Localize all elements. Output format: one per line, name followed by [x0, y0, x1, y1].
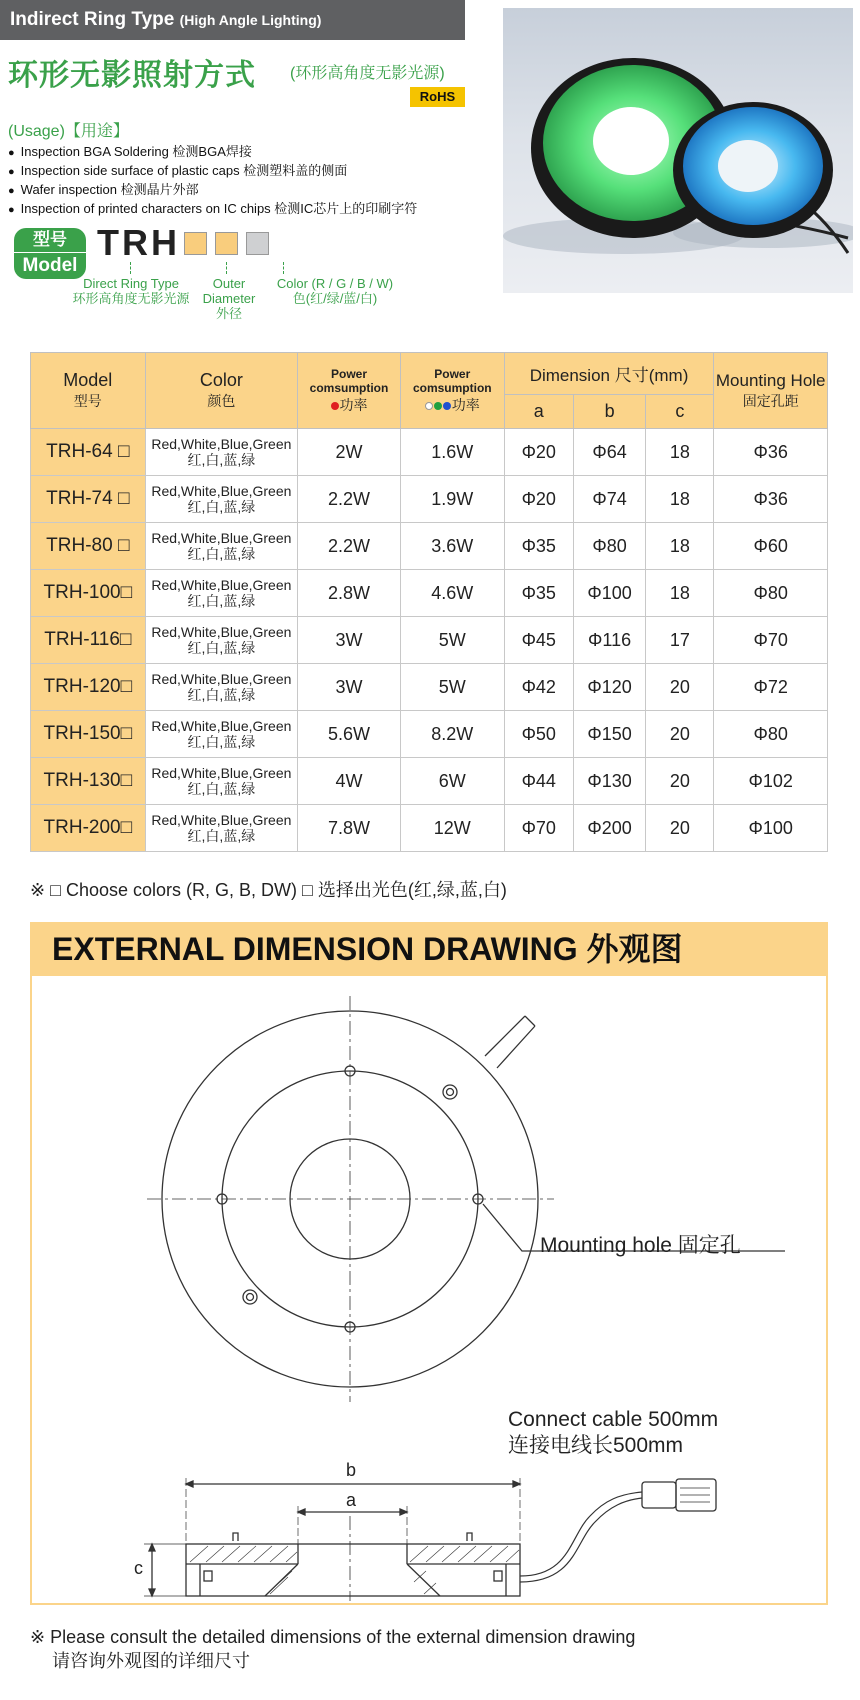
- model-prefix: TRH: [97, 222, 180, 263]
- consult-note: ※ Please consult the detailed dimensions of the external dimension drawing 请咨询外观图的详细尺寸: [30, 1627, 636, 1671]
- cell-power-other: 1.6W: [400, 429, 504, 476]
- cell-model: TRH-64 □: [31, 429, 146, 476]
- cell-power-red: 4W: [298, 758, 401, 805]
- table-row: [31, 476, 828, 523]
- th-mounting-hole: Mounting Hole 固定孔距: [714, 353, 828, 429]
- header-bar: [0, 0, 465, 40]
- cell-dim-a: Φ20: [504, 476, 573, 523]
- cell-dim-b: Φ150: [573, 711, 645, 758]
- cell-model: TRH-200□: [31, 805, 146, 852]
- cell-dim-b: Φ64: [573, 429, 645, 476]
- cell-power-red: 2W: [298, 429, 401, 476]
- cell-dim-b: Φ80: [573, 523, 645, 570]
- table-row: [31, 570, 828, 617]
- cell-model: TRH-100□: [31, 570, 146, 617]
- cell-dim-b: Φ200: [573, 805, 645, 852]
- cell-dim-b: Φ100: [573, 570, 645, 617]
- cell-mounting-hole: Φ100: [714, 805, 828, 852]
- th-c: c: [646, 395, 714, 429]
- table-row: [31, 429, 828, 476]
- cell-mounting-hole: Φ36: [714, 476, 828, 523]
- cell-model: TRH-150□: [31, 711, 146, 758]
- table-row: [31, 523, 828, 570]
- cell-power-red: 2.8W: [298, 570, 401, 617]
- model-label-en: Model: [14, 253, 86, 279]
- th-dimension: Dimension 尺寸(mm): [504, 353, 714, 395]
- cell-mounting-hole: Φ80: [714, 711, 828, 758]
- cell-dim-c: 18: [646, 570, 714, 617]
- cell-dim-a: Φ70: [504, 805, 573, 852]
- cell-model: TRH-120□: [31, 664, 146, 711]
- cell-power-red: 3W: [298, 664, 401, 711]
- cell-dim-c: 20: [646, 711, 714, 758]
- dimension-drawing: [30, 976, 828, 1605]
- red-dot-icon: [331, 402, 339, 410]
- cable-label-cn: 连接电线长500mm: [508, 1434, 684, 1457]
- cell-model: TRH-80 □: [31, 523, 146, 570]
- cell-dim-c: 20: [646, 805, 714, 852]
- usage-item: ● Inspection of printed characters on IC chips 检测IC芯片上的印刷字符: [8, 200, 417, 219]
- connector-line: [283, 262, 284, 274]
- cell-mounting-hole: Φ60: [714, 523, 828, 570]
- cell-power-red: 2.2W: [298, 476, 401, 523]
- diameter-box-1: [184, 232, 207, 255]
- cell-color: Red,White,Blue,Green 红,白,蓝,绿: [145, 711, 298, 758]
- th-a: a: [504, 395, 573, 429]
- cell-model: TRH-116□: [31, 617, 146, 664]
- cell-mounting-hole: Φ36: [714, 429, 828, 476]
- cell-color: Red,White,Blue,Green 红,白,蓝,绿: [145, 617, 298, 664]
- th-b: b: [573, 395, 645, 429]
- cell-dim-c: 17: [646, 617, 714, 664]
- blue-dot-icon: [443, 402, 451, 410]
- cell-color: Red,White,Blue,Green 红,白,蓝,绿: [145, 758, 298, 805]
- cell-mounting-hole: Φ102: [714, 758, 828, 805]
- cell-color: Red,White,Blue,Green 红,白,蓝,绿: [145, 523, 298, 570]
- cell-mounting-hole: Φ80: [714, 570, 828, 617]
- cell-power-other: 1.9W: [400, 476, 504, 523]
- cell-dim-b: Φ130: [573, 758, 645, 805]
- green-dot-icon: [434, 402, 442, 410]
- cell-power-other: 3.6W: [400, 523, 504, 570]
- cell-dim-c: 20: [646, 758, 714, 805]
- dim-c-label: c: [134, 1558, 143, 1578]
- table-row: [31, 711, 828, 758]
- table-row: [31, 617, 828, 664]
- label-outer-diameter: Outer Diameter 外径: [202, 276, 256, 321]
- th-power-red: Power comsumption 功率: [298, 353, 401, 429]
- rohs-badge: RoHS: [410, 87, 465, 107]
- table-row: [31, 758, 828, 805]
- cell-dim-c: 18: [646, 476, 714, 523]
- th-color: Color 颜色: [145, 353, 298, 429]
- cell-dim-a: Φ20: [504, 429, 573, 476]
- connector-line: [130, 262, 131, 274]
- cell-dim-a: Φ35: [504, 523, 573, 570]
- header-title: Indirect Ring Type: [10, 9, 175, 30]
- dim-a-label: a: [346, 1490, 357, 1510]
- model-label-cn: 型号: [14, 228, 86, 252]
- cell-power-red: 2.2W: [298, 523, 401, 570]
- usage-item: ● Wafer inspection 检测晶片外部: [8, 181, 417, 200]
- cell-dim-a: Φ42: [504, 664, 573, 711]
- cell-color: Red,White,Blue,Green 红,白,蓝,绿: [145, 805, 298, 852]
- usage-item: ● Inspection side surface of plastic caps 检测塑料盖的侧面: [8, 162, 417, 181]
- cell-color: Red,White,Blue,Green 红,白,蓝,绿: [145, 570, 298, 617]
- cell-power-other: 4.6W: [400, 570, 504, 617]
- usage-item: ● Inspection BGA Soldering 检测BGA焊接: [8, 143, 417, 162]
- label-direct-ring: Direct Ring Type 环形高角度无影光源: [72, 276, 190, 306]
- label-color: Color (R / G / B / W) 色(红/绿/蓝/白): [276, 276, 394, 306]
- cell-power-other: 12W: [400, 805, 504, 852]
- cell-dim-a: Φ44: [504, 758, 573, 805]
- mounting-hole-label: Mounting hole 固定孔: [540, 1234, 741, 1257]
- cell-power-other: 8.2W: [400, 711, 504, 758]
- cell-power-red: 5.6W: [298, 711, 401, 758]
- cell-color: Red,White,Blue,Green 红,白,蓝,绿: [145, 429, 298, 476]
- cell-dim-a: Φ50: [504, 711, 573, 758]
- cn-subtitle: (环形高角度无影光源): [290, 65, 445, 82]
- table-row: [31, 664, 828, 711]
- cell-power-other: 5W: [400, 617, 504, 664]
- table-row: [31, 805, 828, 852]
- cell-model: TRH-74 □: [31, 476, 146, 523]
- header-subtitle: (High Angle Lighting): [179, 12, 322, 28]
- spec-table: [30, 352, 828, 852]
- cell-power-other: 6W: [400, 758, 504, 805]
- cell-model: TRH-130□: [31, 758, 146, 805]
- cell-dim-b: Φ116: [573, 617, 645, 664]
- white-dot-icon: [425, 402, 433, 410]
- usage-label: (Usage)【用途】: [8, 123, 129, 140]
- cell-power-red: 7.8W: [298, 805, 401, 852]
- cn-title: 环形无影照射方式: [8, 59, 256, 92]
- connector-line: [226, 262, 227, 274]
- cell-mounting-hole: Φ70: [714, 617, 828, 664]
- usage-list: [8, 143, 417, 219]
- product-photo: [503, 8, 853, 293]
- cell-dim-c: 20: [646, 664, 714, 711]
- th-power-other: Power comsumption 功率: [400, 353, 504, 429]
- cell-power-red: 3W: [298, 617, 401, 664]
- cable-label-en: Connect cable 500mm: [508, 1408, 719, 1431]
- color-box: [246, 232, 269, 255]
- dim-b-label: b: [346, 1460, 357, 1480]
- diameter-box-2: [215, 232, 238, 255]
- cell-color: Red,White,Blue,Green 红,白,蓝,绿: [145, 664, 298, 711]
- cell-dim-b: Φ74: [573, 476, 645, 523]
- cell-dim-a: Φ35: [504, 570, 573, 617]
- color-note: ※ □ Choose colors (R, G, B, DW) □ 选择出光色(红,绿,蓝,白): [30, 880, 507, 900]
- cell-mounting-hole: Φ72: [714, 664, 828, 711]
- cell-color: Red,White,Blue,Green 红,白,蓝,绿: [145, 476, 298, 523]
- cell-power-other: 5W: [400, 664, 504, 711]
- drawing-title: EXTERNAL DIMENSION DRAWING 外观图: [30, 922, 828, 976]
- th-model: Model 型号: [31, 353, 146, 429]
- cell-dim-b: Φ120: [573, 664, 645, 711]
- cell-dim-c: 18: [646, 429, 714, 476]
- cell-dim-a: Φ45: [504, 617, 573, 664]
- cell-dim-c: 18: [646, 523, 714, 570]
- ring-lights-illustration: [503, 8, 853, 293]
